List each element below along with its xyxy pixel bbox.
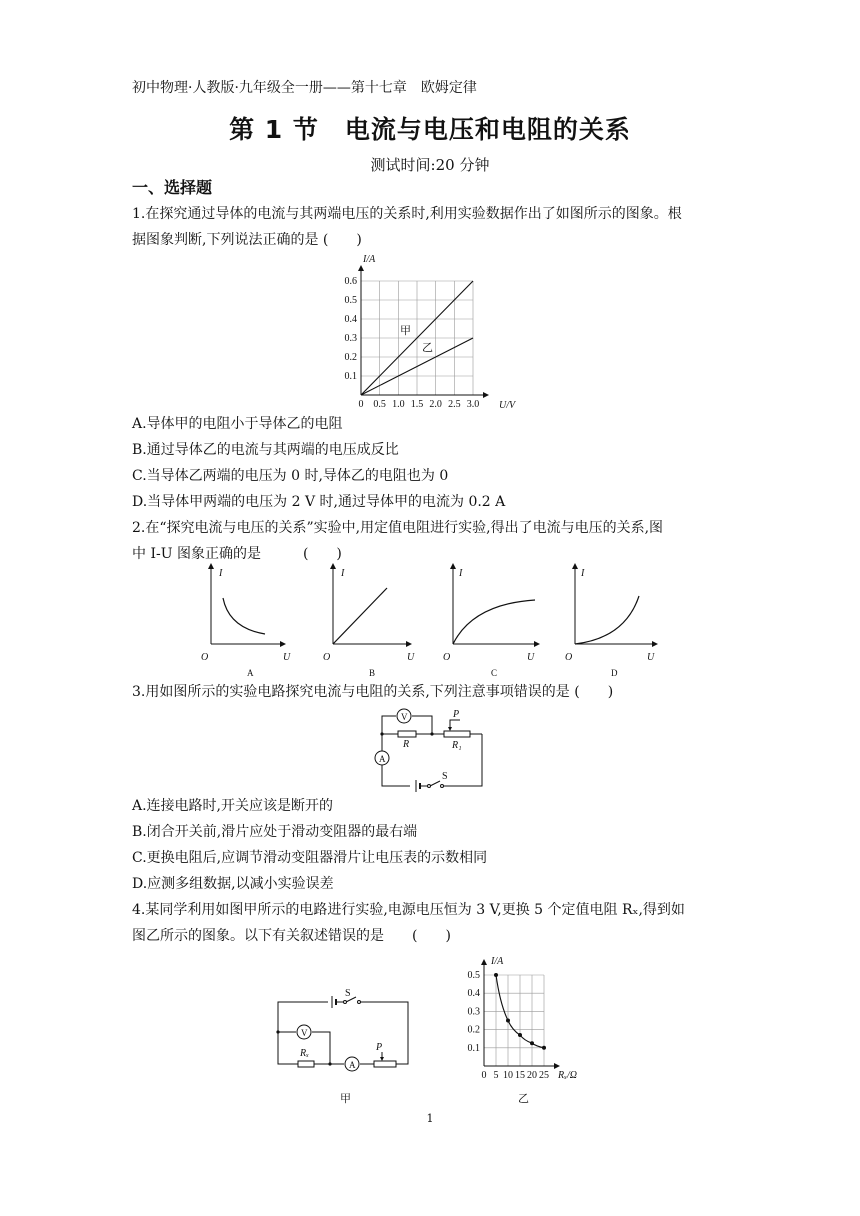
q2-c-axis-i: I	[459, 568, 463, 579]
q2-stem-line1: 2.在“探究电流与电压的关系”实验中,用定值电阻进行实验,得出了电流与电压的关系,图	[132, 520, 664, 536]
y-tick-label: 0.5	[467, 970, 480, 981]
x-tick-label: 2.5	[448, 399, 461, 410]
q1-stem-line1: 1.在探究通过导体的电流与其两端电压的关系时,利用实验数据作出了如图所示的图象。根	[132, 206, 682, 222]
q2-option-graphs	[195, 562, 675, 680]
q3-rheostat-label: R₁	[452, 740, 462, 751]
x-tick-label: 25	[539, 1070, 549, 1081]
y-tick-label: 0.4	[467, 988, 480, 1000]
q2-stem-line2: 中 I-U 图象正确的是 ( )	[132, 546, 342, 562]
data-point	[506, 1019, 510, 1023]
q4-caption-yi: 乙	[518, 1093, 529, 1105]
q3-option-a: A.连接电路时,开关应该是断开的	[132, 798, 334, 814]
q2-a-axis-u: U	[283, 652, 291, 663]
q2-graph-d	[565, 566, 655, 678]
x-tick-label: 0	[481, 1070, 487, 1081]
q4-stem-line2: 图乙所示的图象。以下有关叙述错误的是 ( )	[132, 928, 451, 944]
q2-c-label: C	[491, 668, 498, 678]
x-axis-arrow	[554, 1063, 560, 1069]
q4-voltmeter-label: V	[301, 1028, 308, 1038]
y-axis-arrow	[481, 959, 487, 965]
y-tick-label: 0.2	[467, 1024, 480, 1036]
y-tick-label: 0.5	[344, 295, 357, 306]
q1-series-label-jia: 甲	[400, 325, 411, 337]
x-tick-label: 20	[527, 1070, 537, 1081]
q4-caption-jia: 甲	[340, 1093, 351, 1105]
q1-option-c: C.当导体乙两端的电压为 0 时,导体乙的电阻也为 0	[132, 468, 449, 484]
q1-y-axis-label: I/A	[363, 254, 376, 265]
q1-chart	[325, 250, 525, 412]
x-tick-label: 10	[503, 1070, 513, 1081]
q3-slider-label: P	[453, 709, 460, 720]
q4-slider-label: P	[376, 1042, 383, 1053]
document-header: 初中物理·人教版·九年级全一册——第十七章 欧姆定律	[132, 80, 477, 96]
q4-axes	[481, 959, 560, 1069]
q2-a-axis-i: I	[219, 568, 223, 579]
q3-switch-label: S	[442, 771, 448, 782]
section-heading: 一、选择题	[132, 178, 213, 197]
x-tick-label: 3.0	[466, 399, 480, 410]
q3-ammeter-label: A	[379, 754, 386, 764]
q1-option-a: A.导体甲的电阻小于导体乙的电阻	[132, 416, 343, 432]
q4-x-axis-label: Rₓ/Ω	[558, 1070, 577, 1081]
x-tick-label: 0.5	[373, 399, 386, 410]
q4-switch-label: S	[345, 988, 351, 999]
x-tick-label: 0	[358, 399, 364, 410]
q3-voltmeter-label: V	[401, 712, 408, 722]
q2-graph-b	[323, 566, 415, 678]
x-tick-label: 1.5	[410, 399, 424, 410]
q2-graph-c	[443, 566, 537, 678]
q2-c-axis-u: U	[527, 652, 535, 663]
page-title: 第 1 节 电流与电压和电阻的关系	[229, 115, 631, 144]
y-tick-label: 0.1	[467, 1042, 480, 1054]
q4-resistor-label: Rₓ	[300, 1048, 309, 1059]
q1-option-b: B.通过导体乙的电流与其两端的电压成反比	[132, 442, 399, 458]
y-tick-label: 0.2	[344, 352, 357, 363]
page-number: 1	[426, 1112, 434, 1125]
q3-option-d: D.应测多组数据,以减小实验误差	[132, 876, 334, 892]
data-point	[494, 973, 498, 977]
data-point	[530, 1041, 534, 1045]
x-axis-arrow	[483, 392, 489, 398]
y-axis-arrow	[358, 265, 364, 271]
q4-chart-yi	[454, 950, 594, 1110]
q2-a-label: A	[247, 668, 254, 678]
q4-ammeter-label: A	[349, 1060, 356, 1070]
q2-a-origin: O	[201, 652, 209, 663]
y-tick-label: 0.3	[467, 1006, 480, 1018]
q2-b-origin: O	[323, 652, 331, 663]
q3-option-c: C.更换电阻后,应调节滑动变阻器滑片让电压表的示数相同	[132, 850, 488, 866]
q1-stem-line2: 据图象判断,下列说法正确的是 ( )	[132, 232, 362, 248]
x-tick-label: 2.0	[429, 399, 442, 410]
q2-b-label: B	[369, 668, 376, 678]
x-tick-label: 5	[493, 1070, 499, 1081]
q4-y-axis-label: I/A	[491, 956, 504, 967]
q2-graph-a	[201, 566, 291, 678]
q2-d-label: D	[611, 668, 618, 678]
q3-circuit	[340, 702, 500, 794]
q1-option-d: D.当导体甲两端的电压为 2 V 时,通过导体甲的电流为 0.2 A	[132, 494, 506, 510]
q1-series-label-yi: 乙	[422, 342, 433, 354]
q1-x-axis-label: U/V	[499, 400, 516, 411]
q4-grid	[484, 975, 544, 1066]
q2-b-axis-i: I	[341, 568, 345, 579]
y-tick-label: 0.6	[344, 276, 357, 287]
q3-resistor-label: R	[403, 739, 410, 750]
q4-stem-line1: 4.某同学利用如图甲所示的电路进行实验,电源电压恒为 3 V,更换 5 个定值电阻 Rₓ,得到如	[132, 902, 685, 918]
q2-c-origin: O	[443, 652, 451, 663]
y-tick-label: 0.4	[344, 314, 357, 325]
q3-option-b: B.闭合开关前,滑片应处于滑动变阻器的最右端	[132, 824, 418, 840]
q2-d-axis-u: U	[647, 652, 655, 663]
data-point	[542, 1046, 546, 1050]
q2-d-origin: O	[565, 652, 573, 663]
x-tick-label: 1.0	[392, 399, 405, 410]
test-duration: 测试时间:20 分钟	[370, 156, 490, 174]
q4-circuit-jia	[268, 986, 418, 1106]
data-point	[518, 1033, 522, 1037]
q2-b-axis-u: U	[407, 652, 415, 663]
y-tick-label: 0.3	[344, 333, 357, 344]
y-tick-label: 0.1	[344, 371, 357, 382]
x-tick-label: 15	[515, 1070, 525, 1081]
q3-stem: 3.用如图所示的实验电路探究电流与电阻的关系,下列注意事项错误的是 ( )	[132, 684, 614, 700]
q2-d-axis-i: I	[581, 568, 585, 579]
